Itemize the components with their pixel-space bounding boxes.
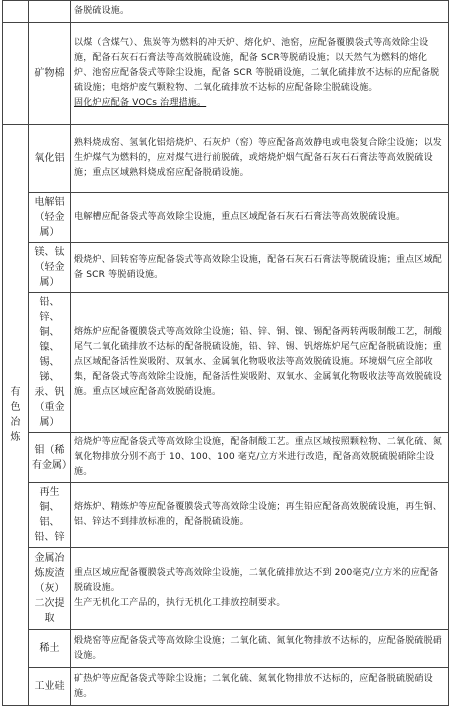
requirement-cell: 煅烧炉、回转窑等应配备袋式等高效除尘设施，配备石灰石石膏法等脱硫设施；重点区域配备 SCR 等脱硝设施。 [71,243,449,293]
requirement-paragraph: 重点区域应配备覆膜袋式等高效除尘设施，二氧化硫排放达不到 200毫克/立方米的应配备脱硫设施。 [74,568,439,593]
category-cell: 铅、锌、铜、镍、锡、锑、汞、钒（重金属） [29,293,71,433]
category-cell: 工业硅 [29,668,71,706]
table-row [3,630,449,668]
sector-cell: 有色冶炼 [3,125,29,706]
table-row [3,668,449,706]
category-cell: 矿物棉 [29,23,71,125]
blank-cell [3,23,29,125]
blank-cell [3,1,29,23]
category-cell [29,1,71,23]
table-row [3,243,449,293]
category-cell: 再生铜、铝、铅、锌 [29,483,71,548]
table-row [3,483,449,548]
requirement-paragraph [74,96,445,111]
requirement-note: 固化炉应配备 VOCs 治理措施。 [74,98,207,108]
requirement-cell: 熟料烧成窑、氢氧化铝焙烧炉、石灰炉（窑）等应配备高效静电或电袋复合除尘设施；以发生炉煤气为燃料的，应对煤气进行前脱硫，或熔烧炉烟气配备石灰石石膏法等高效脱硫设施；重点区域熟料烧成窑应配备脱硝设施。 [71,125,449,193]
requirement-cell: 焙烧炉等应配备袋式等高效除尘设施，配备制酸工艺。重点区域按照颗粒物、二氧化硫、氮氧化物排放分别不高于 10、100、100 毫克/立方米进行改造，配备高效脱硫脱硝除尘设施。 [71,433,449,483]
category-cell: 电解铝（轻金属） [29,193,71,243]
table-row [3,23,449,125]
table-row [3,125,449,193]
requirement-cell: 电解槽应配备袋式等高效除尘设施，重点区域配备石灰石石膏法等高效脱硫设施。 [71,193,449,243]
emission-control-table [2,0,449,706]
category-cell: 镁、钛（轻金属） [29,243,71,293]
requirement-cell [71,23,449,125]
category-cell: 稀土 [29,630,71,668]
category-cell: 金属冶炼废渣（灰）二次提取 [29,548,71,630]
requirement-cell: 煅烧窑等应配备袋式等高效除尘设施；二氧化硫、氮氧化物排放不达标的，应配备脱硫脱硝设施。 [71,630,449,668]
requirement-cell [71,548,449,630]
table-row [3,193,449,243]
category-cell: 钼（稀有金属） [29,433,71,483]
category-cell: 氧化铝 [29,125,71,193]
requirement-cell: 熔炼炉、精炼炉等应配备覆膜袋式等高效除尘设施；再生铅应配备高效脱硫设施，再生铜、铝、锌达不到排放标准的，配备脱硫设施。 [71,483,449,548]
requirement-cell: 矿热炉等应配备袋式等除尘设施；二氧化硫、氮氧化物排放不达标的，应配备脱硫脱硝设施。 [71,668,449,706]
table-row [3,293,449,433]
table-row [3,433,449,483]
requirement-cell: 熔炼炉应配备覆膜袋式等高效除尘设施；铅、锌、铜、镍、锡配备两转两吸制酸工艺，制酸尾气二氧化硫排放不达标的配备脱硫设施，铅、锌、锡、钒熔炼炉尾气应配备脱硫设施；重点区域配备活性炭吸附、双氧水、金属氧化物吸收法等高效脱硫设施。环境烟气应全部收集，配备袋式等高效除尘设施，配备活性炭吸附、双氧水、金属氧化物吸收法等高效脱硫设施。重点区域应配备高效脱硝设施。 [71,293,449,433]
requirement-paragraph: 以煤（含煤气）、焦炭等为燃料的冲天炉、熔化炉、池窑，应配备覆膜袋式等高效除尘设施，配备石灰石石膏法等高效脱硫设施，配备 SCR等脱硝设施；以天然气为燃料的熔化炉、池窑应配备袋式等除尘设施，配备 SCR 等脱硝设施，二氧化硫排放不达标的应配备脱硫设施；电熔炉废气颗粒物、二氧化硫排放不达标的应配备除尘脱硫设施。 [74,38,440,93]
table-row [3,1,449,23]
requirement-cell: 备脱硫设施。 [71,1,449,23]
requirement-paragraph: 生产无机化工产品的，执行无机化工排放控制要求。 [74,598,286,608]
table-row [3,548,449,630]
